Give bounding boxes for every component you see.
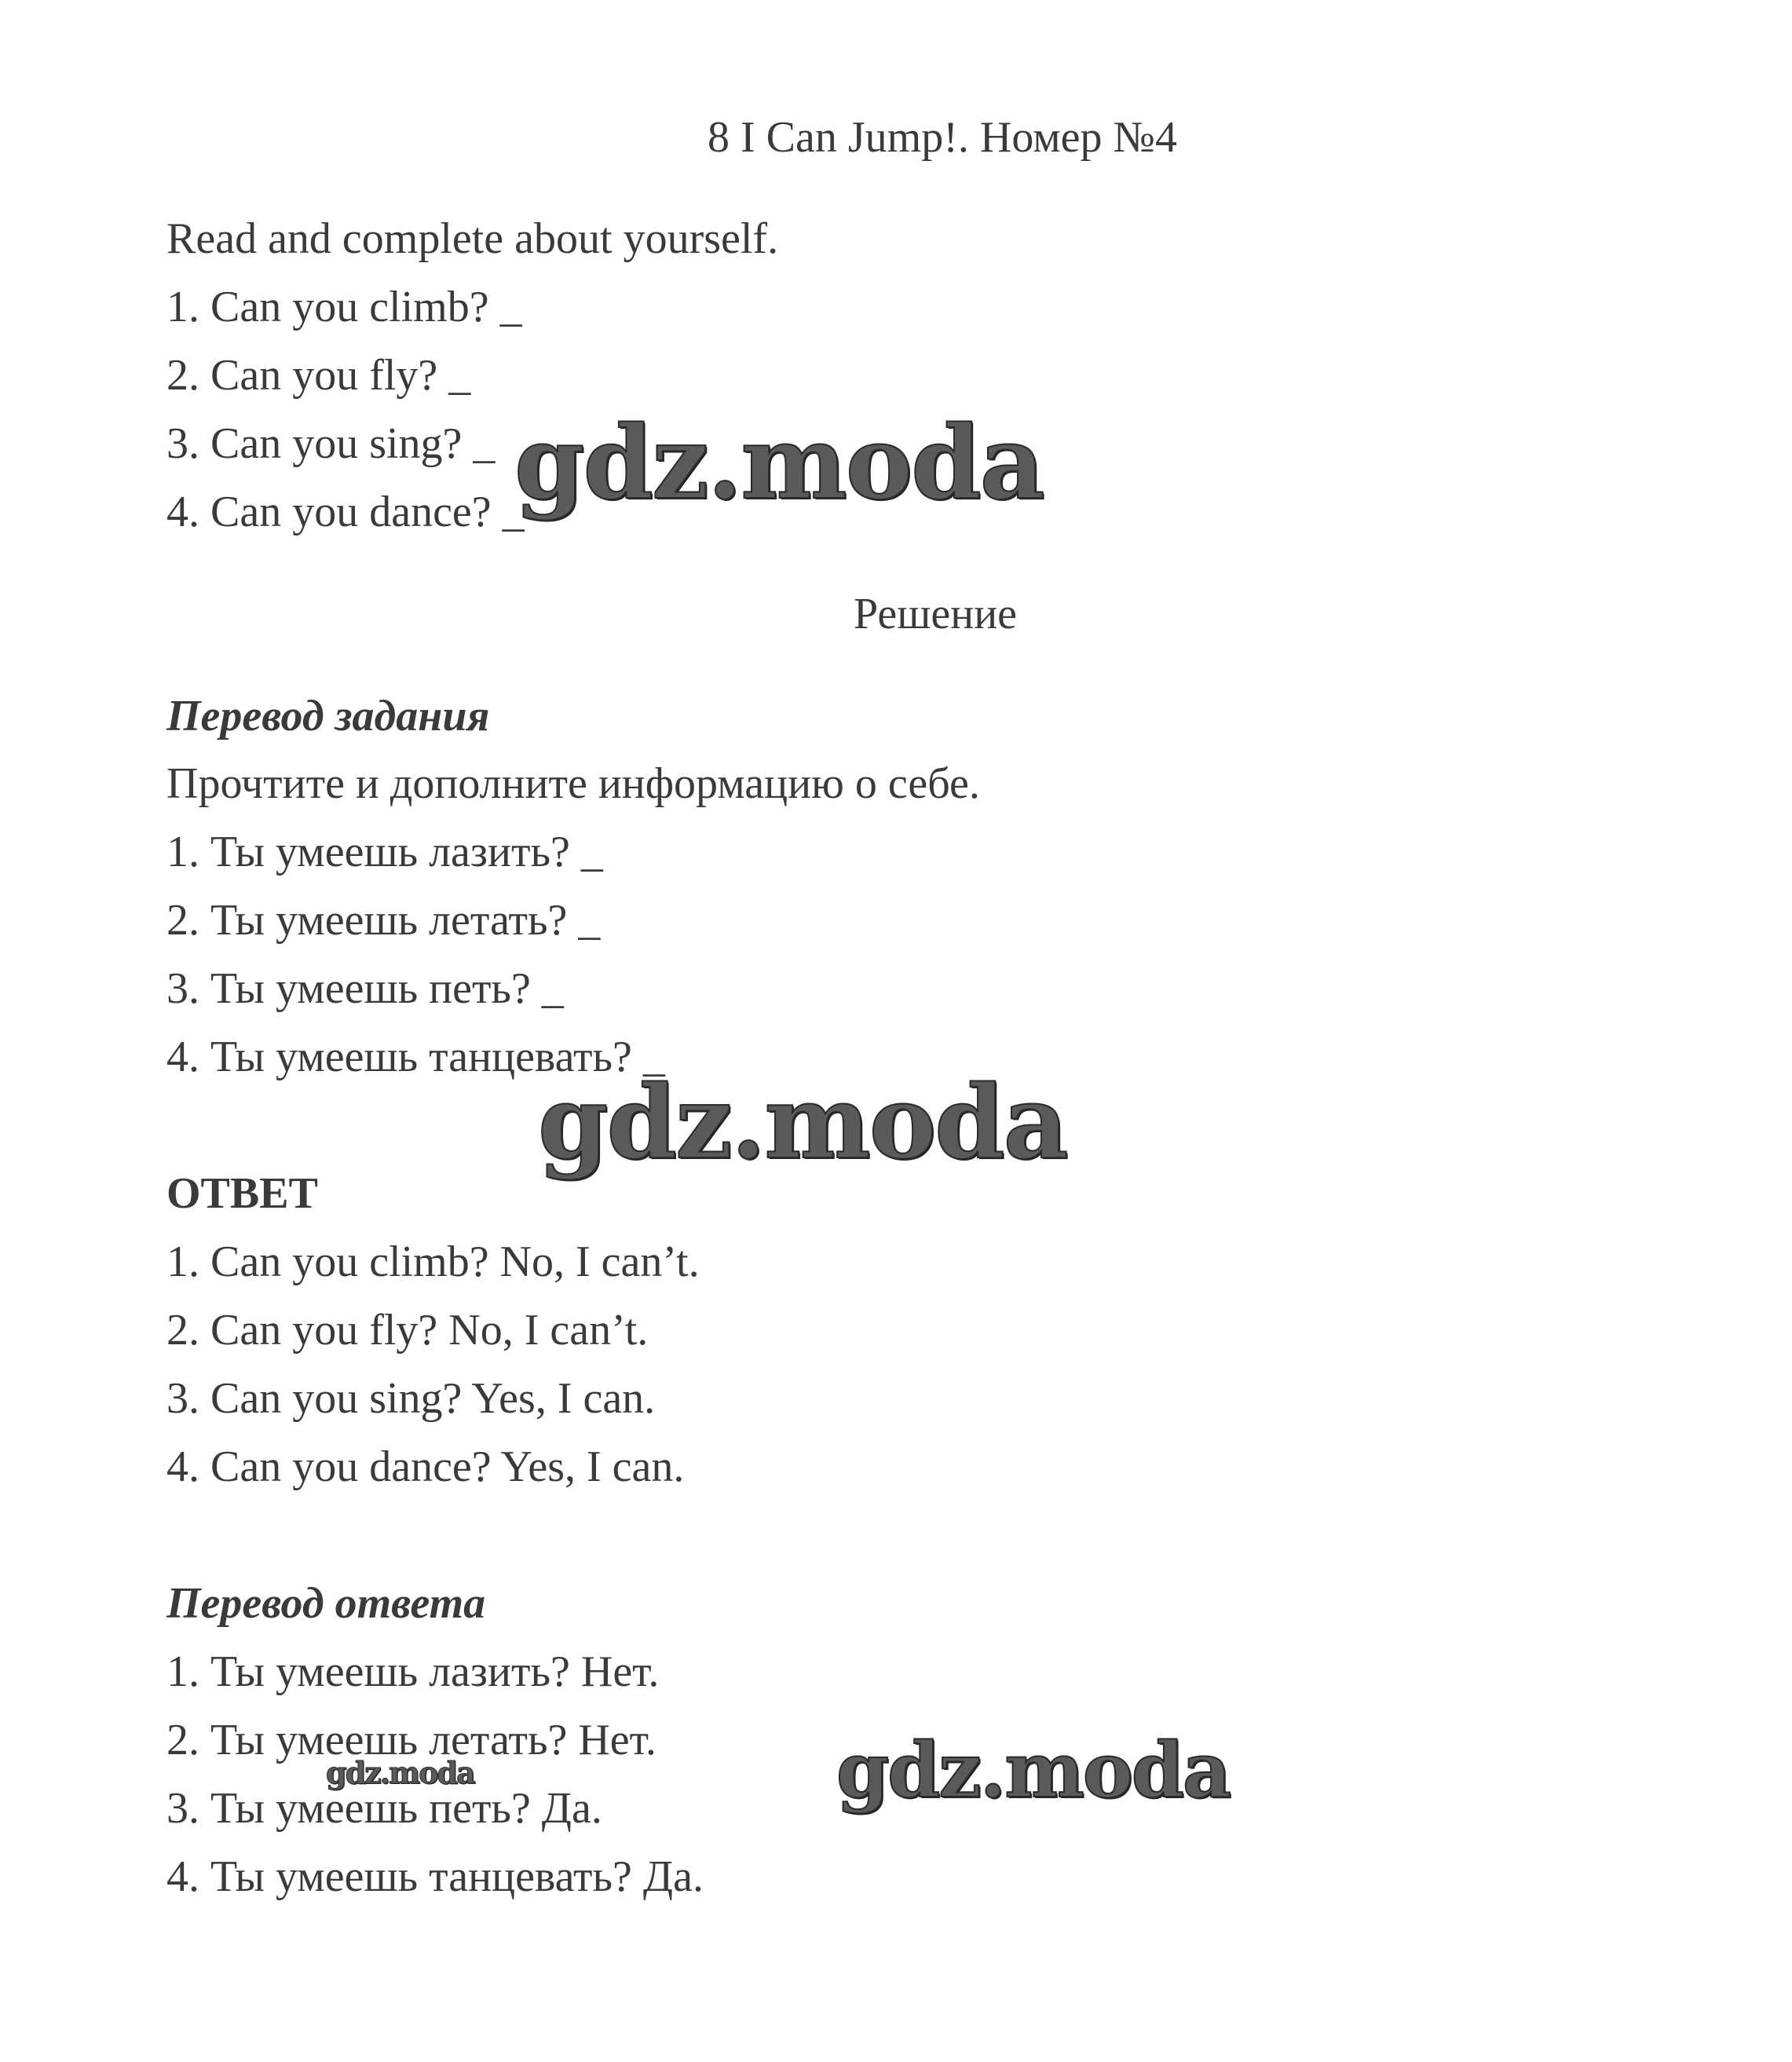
task-item-3: 3. Can you sing? _	[166, 419, 496, 468]
translation-item-1: 1. Ты умеешь лазить? _	[166, 828, 603, 876]
translation-instruction: Прочтите и дополните информацию о себе.	[166, 759, 980, 808]
task-item-4: 4. Can you dance? _	[166, 488, 525, 536]
answer-item-3: 3. Can you sing? Yes, I can.	[166, 1374, 656, 1423]
answer-translation-heading: Перевод ответа	[166, 1579, 486, 1628]
translation-item-2: 2. Ты умеешь летать? _	[166, 896, 601, 945]
answer-translation-item-1: 1. Ты умеешь лазить? Нет.	[166, 1647, 660, 1696]
answer-item-1: 1. Can you climb? No, I can’t.	[166, 1238, 700, 1286]
answer-translation-item-3: 3. Ты умеешь петь? Да.	[166, 1784, 602, 1833]
watermark-logo: gdz.moda	[326, 1755, 474, 1790]
solution-label: Решение	[853, 590, 1018, 638]
translation-heading: Перевод задания	[166, 692, 490, 740]
task-item-1: 1. Can you climb? _	[166, 283, 522, 331]
watermark-logo: gdz.moda	[514, 404, 1044, 522]
answer-item-2: 2. Can you fly? No, I can’t.	[166, 1306, 649, 1355]
answer-translation-item-2: 2. Ты умеешь летать? Нет.	[166, 1716, 656, 1764]
answer-heading: ОТВЕТ	[166, 1169, 318, 1218]
translation-item-4: 4. Ты умеешь танцевать? _	[166, 1033, 665, 1081]
page-title: 8 I Can Jump!. Номер №4	[708, 113, 1177, 162]
task-instruction: Read and complete about yourself.	[166, 214, 779, 263]
translation-item-3: 3. Ты умеешь петь? _	[166, 964, 564, 1013]
watermark-logo: gdz.moda	[836, 1726, 1231, 1815]
answer-translation-item-4: 4. Ты умеешь танцевать? Да.	[166, 1852, 704, 1901]
watermark-logo: gdz.moda	[538, 1064, 1067, 1182]
task-item-2: 2. Can you fly? _	[166, 351, 471, 400]
answer-item-4: 4. Can you dance? Yes, I can.	[166, 1442, 685, 1491]
